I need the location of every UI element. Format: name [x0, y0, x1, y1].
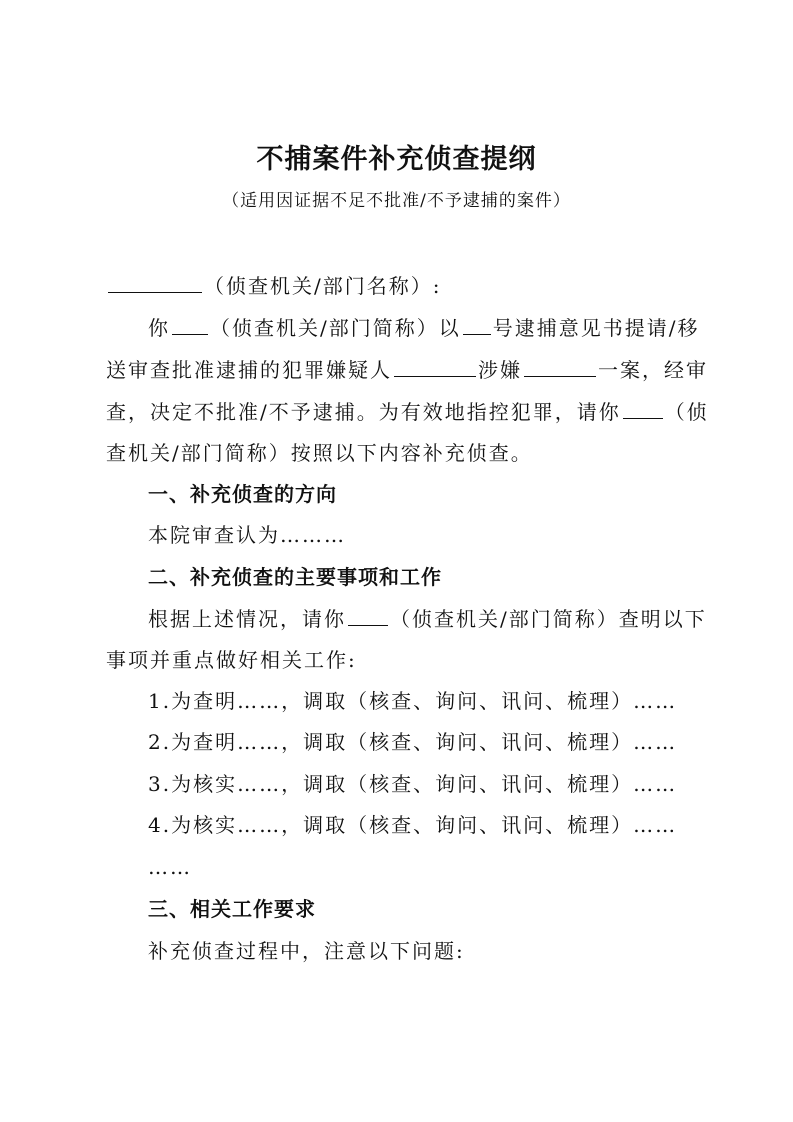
list-item: 1.为查明……，调取（核查、询问、讯问、梳理）……	[148, 689, 678, 713]
addressee-suffix: （侦查机关/部门名称）:	[204, 274, 442, 298]
section1-heading: 一、补充侦查的方向	[148, 482, 337, 506]
charge-blank[interactable]	[524, 354, 596, 377]
document-subtitle: （适用因证据不足不批准/不予逮捕的案件）	[222, 191, 571, 211]
section2-heading: 二、补充侦查的主要事项和工作	[148, 565, 442, 589]
agency-abbr-blank-2[interactable]	[623, 396, 663, 419]
para1-text: 一案，经审	[598, 358, 708, 382]
addressee-line	[106, 270, 441, 301]
para1-line3	[106, 396, 709, 427]
list-item: 3.为核实……，调取（核查、询问、讯问、梳理）……	[148, 772, 678, 796]
section2-text: 根据上述情况，请你	[148, 607, 346, 631]
para1-text: （侦查机关/部门简称）以	[210, 316, 461, 340]
section3-heading: 三、相关工作要求	[148, 897, 316, 921]
list-ellipsis: ……	[148, 855, 192, 879]
agency-abbr-blank[interactable]	[172, 312, 208, 335]
section3-body: 补充侦查过程中，注意以下问题:	[148, 939, 465, 963]
section2-text: （侦查机关/部门简称）查明以下	[390, 607, 707, 631]
agency-abbr-blank-3[interactable]	[348, 603, 388, 626]
para1-text: 送审查批准逮捕的犯罪嫌疑人	[106, 358, 392, 382]
para1-text: 涉嫌	[478, 358, 522, 382]
para1-text: 你	[148, 316, 170, 340]
suspect-name-blank[interactable]	[394, 354, 476, 377]
para1-text: 号逮捕意见书提请/移	[492, 316, 700, 340]
para1-line4: 查机关/部门简称）按照以下内容补充侦查。	[106, 441, 533, 465]
list-item: 4.为核实……，调取（核查、询问、讯问、梳理）……	[148, 813, 678, 837]
document-title: 不捕案件补充侦查提纲	[256, 144, 537, 175]
para1-text: （侦	[664, 400, 709, 424]
section2-intro-line2: 事项并重点做好相关工作:	[106, 648, 357, 672]
para1-line2	[106, 354, 708, 385]
para1-text: 查，决定不批准/不予逮捕。为有效地指控犯罪，请你	[106, 400, 621, 424]
para1-line1	[148, 312, 700, 343]
section1-body: 本院审查认为………	[148, 523, 346, 547]
agency-name-blank[interactable]	[108, 270, 202, 293]
list-item: 2.为查明……，调取（核查、询问、讯问、梳理）……	[148, 730, 678, 754]
section2-intro-line1	[148, 603, 707, 634]
document-number-blank[interactable]	[463, 312, 491, 335]
